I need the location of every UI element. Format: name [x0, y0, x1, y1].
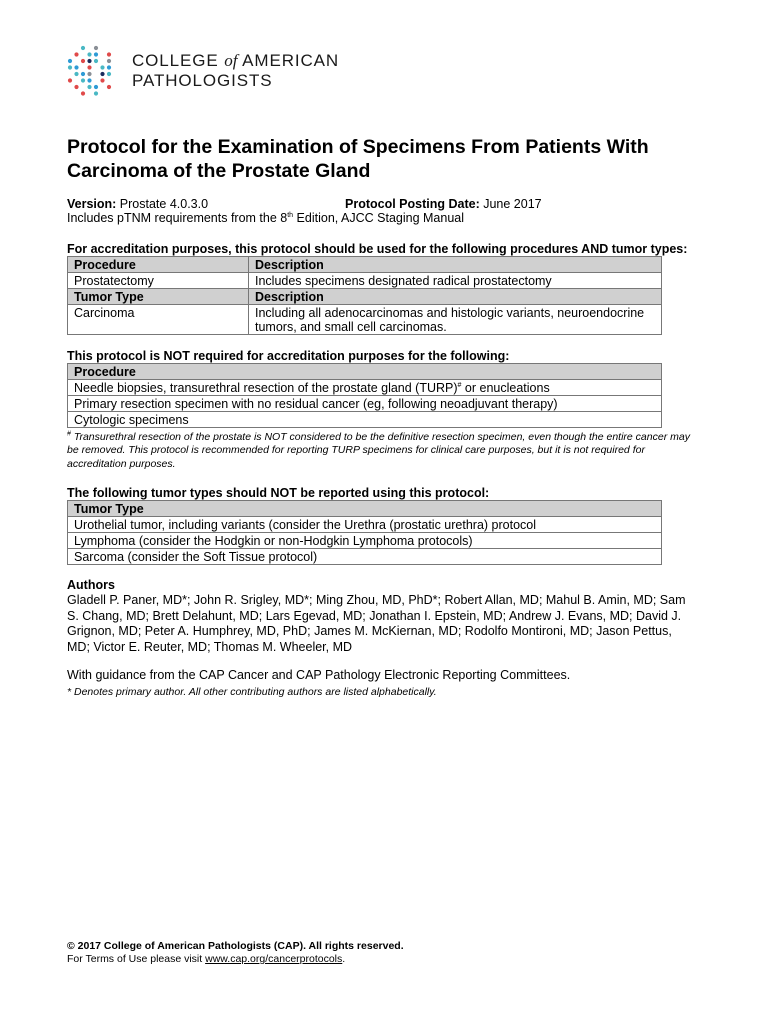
not-required-heading: This protocol is NOT required for accreditation purposes for the following:: [67, 349, 510, 363]
cap-logo-wordmark: [132, 51, 339, 91]
logo-dot: [100, 65, 104, 69]
logo-dot: [81, 72, 85, 76]
logo-dot: [81, 91, 85, 95]
table-cell: Primary resection specimen with no residual cancer (eg, following neoadjuvant therapy): [68, 396, 662, 412]
not-reported-table: [67, 500, 662, 565]
logo-dot: [81, 46, 85, 50]
logo-dot: [74, 72, 78, 76]
logo-dot: [68, 78, 72, 82]
table-cell: Prostatectomy: [68, 273, 249, 289]
logo-dot: [94, 46, 98, 50]
column-header: Procedure: [68, 364, 662, 380]
table-row: [68, 517, 662, 533]
cap-logo-dots-icon: [66, 44, 122, 100]
logo-dot: [87, 65, 91, 69]
table-header-row: [68, 289, 662, 305]
table-cell: Sarcoma (consider the Soft Tissue protocol): [68, 549, 662, 565]
logo-dot: [74, 85, 78, 89]
table-cell: Carcinoma: [68, 305, 249, 335]
column-header: Description: [249, 257, 662, 273]
logo-dot: [94, 59, 98, 63]
table-cell: Including all adenocarcinomas and histologic variants, neuroendocrine tumors, and small cell carcinomas.: [249, 305, 662, 335]
table-row: [68, 533, 662, 549]
page-title: Protocol for the Examination of Specimens From Patients With Carcinoma of the Prostate Gland: [67, 136, 649, 182]
logo-dot: [87, 72, 91, 76]
column-header: Tumor Type: [68, 289, 249, 305]
cap-logo: [66, 44, 396, 100]
authors-list: Gladell P. Paner, MD*; John R. Srigley, MD*; Ming Zhou, MD, PhD*; Robert Allan, MD; Mahul B. Amin, MD; Sam S. Chang, MD; Brett Delahunt, MD; Lars Egevad, MD; Jonathan I. Epstein, MD; Andrew J. Evans, MD; David J. Grignon, MD; Peter A. Humphrey, MD, PhD; James M. McKiernan, MD; Rodolfo Montironi, MD; Jason Pettus, MD; Victor E. Reuter, MD; Thomas M. Wheeler, MD: [67, 593, 686, 654]
table-row: [68, 549, 662, 565]
table-row: [68, 380, 662, 396]
version-info: Version: Prostate 4.0.3.0: [67, 197, 209, 211]
copyright: © 2017 College of American Pathologists (CAP). All rights reserved.: [67, 940, 404, 952]
logo-dot: [87, 85, 91, 89]
table-row: [68, 305, 662, 335]
logo-dot: [107, 52, 111, 56]
logo-dot: [68, 65, 72, 69]
table-row: [68, 412, 662, 428]
table-cell: Urothelial tumor, including variants (consider the Urethra (prostatic urethra) protocol: [68, 517, 662, 533]
logo-dot: [81, 59, 85, 63]
logo-dot: [94, 52, 98, 56]
table-cell: Needle biopsies, transurethral resection of the prostate gland (TURP)# or enucleations: [68, 380, 662, 396]
posting-date: Protocol Posting Date: June 2017: [345, 197, 542, 211]
logo-dot: [87, 59, 91, 63]
table-header-row: [68, 257, 662, 273]
table-cell: Lymphoma (consider the Hodgkin or non-Hodgkin Lymphoma protocols): [68, 533, 662, 549]
logo-line-1: COLLEGE of AMERICAN: [132, 51, 340, 70]
turp-footnote: # Transurethral resection of the prostate is NOT considered to be the definitive resection specimen, even though the entire cancer may be removed. This protocol is recommended for reporting TURP specimens for clinical care purposes, but it is not required for accreditation purposes.: [67, 430, 690, 470]
guidance-note: With guidance from the CAP Cancer and CAP Pathology Electronic Reporting Committees.: [67, 668, 571, 682]
ptnm-note: Includes pTNM requirements from the 8th Edition, AJCC Staging Manual: [67, 211, 465, 225]
logo-dot: [94, 91, 98, 95]
table-header-row: [68, 364, 662, 380]
accreditation-table: [67, 256, 662, 335]
table-header-row: [68, 501, 662, 517]
logo-dot: [87, 52, 91, 56]
logo-dot: [94, 85, 98, 89]
logo-dot: [107, 72, 111, 76]
table-row: [68, 273, 662, 289]
logo-dot: [107, 59, 111, 63]
terms-link[interactable]: www.cap.org/cancerprotocols: [205, 953, 343, 965]
logo-dot: [107, 85, 111, 89]
accreditation-heading: For accreditation purposes, this protocol should be used for the following procedures AND tumor types:: [67, 242, 688, 256]
table-cell: Cytologic specimens: [68, 412, 662, 428]
column-header: Description: [249, 289, 662, 305]
logo-line-2: PATHOLOGISTS: [132, 71, 273, 90]
logo-dot: [68, 59, 72, 63]
primary-author-note: * Denotes primary author. All other contributing authors are listed alphabetically.: [67, 686, 437, 698]
logo-dot: [74, 52, 78, 56]
logo-dot: [87, 78, 91, 82]
column-header: Procedure: [68, 257, 249, 273]
logo-dot: [107, 65, 111, 69]
not-required-table: [67, 363, 662, 428]
logo-dot: [100, 72, 104, 76]
column-header: Tumor Type: [68, 501, 662, 517]
logo-dot: [74, 65, 78, 69]
terms-of-use: For Terms of Use please visit www.cap.org/cancerprotocols.: [67, 953, 346, 965]
table-cell: Includes specimens designated radical prostatectomy: [249, 273, 662, 289]
logo-dot: [100, 78, 104, 82]
not-reported-heading: The following tumor types should NOT be reported using this protocol:: [67, 486, 490, 500]
logo-dot: [81, 78, 85, 82]
authors-heading: Authors: [67, 578, 115, 592]
table-row: [68, 396, 662, 412]
